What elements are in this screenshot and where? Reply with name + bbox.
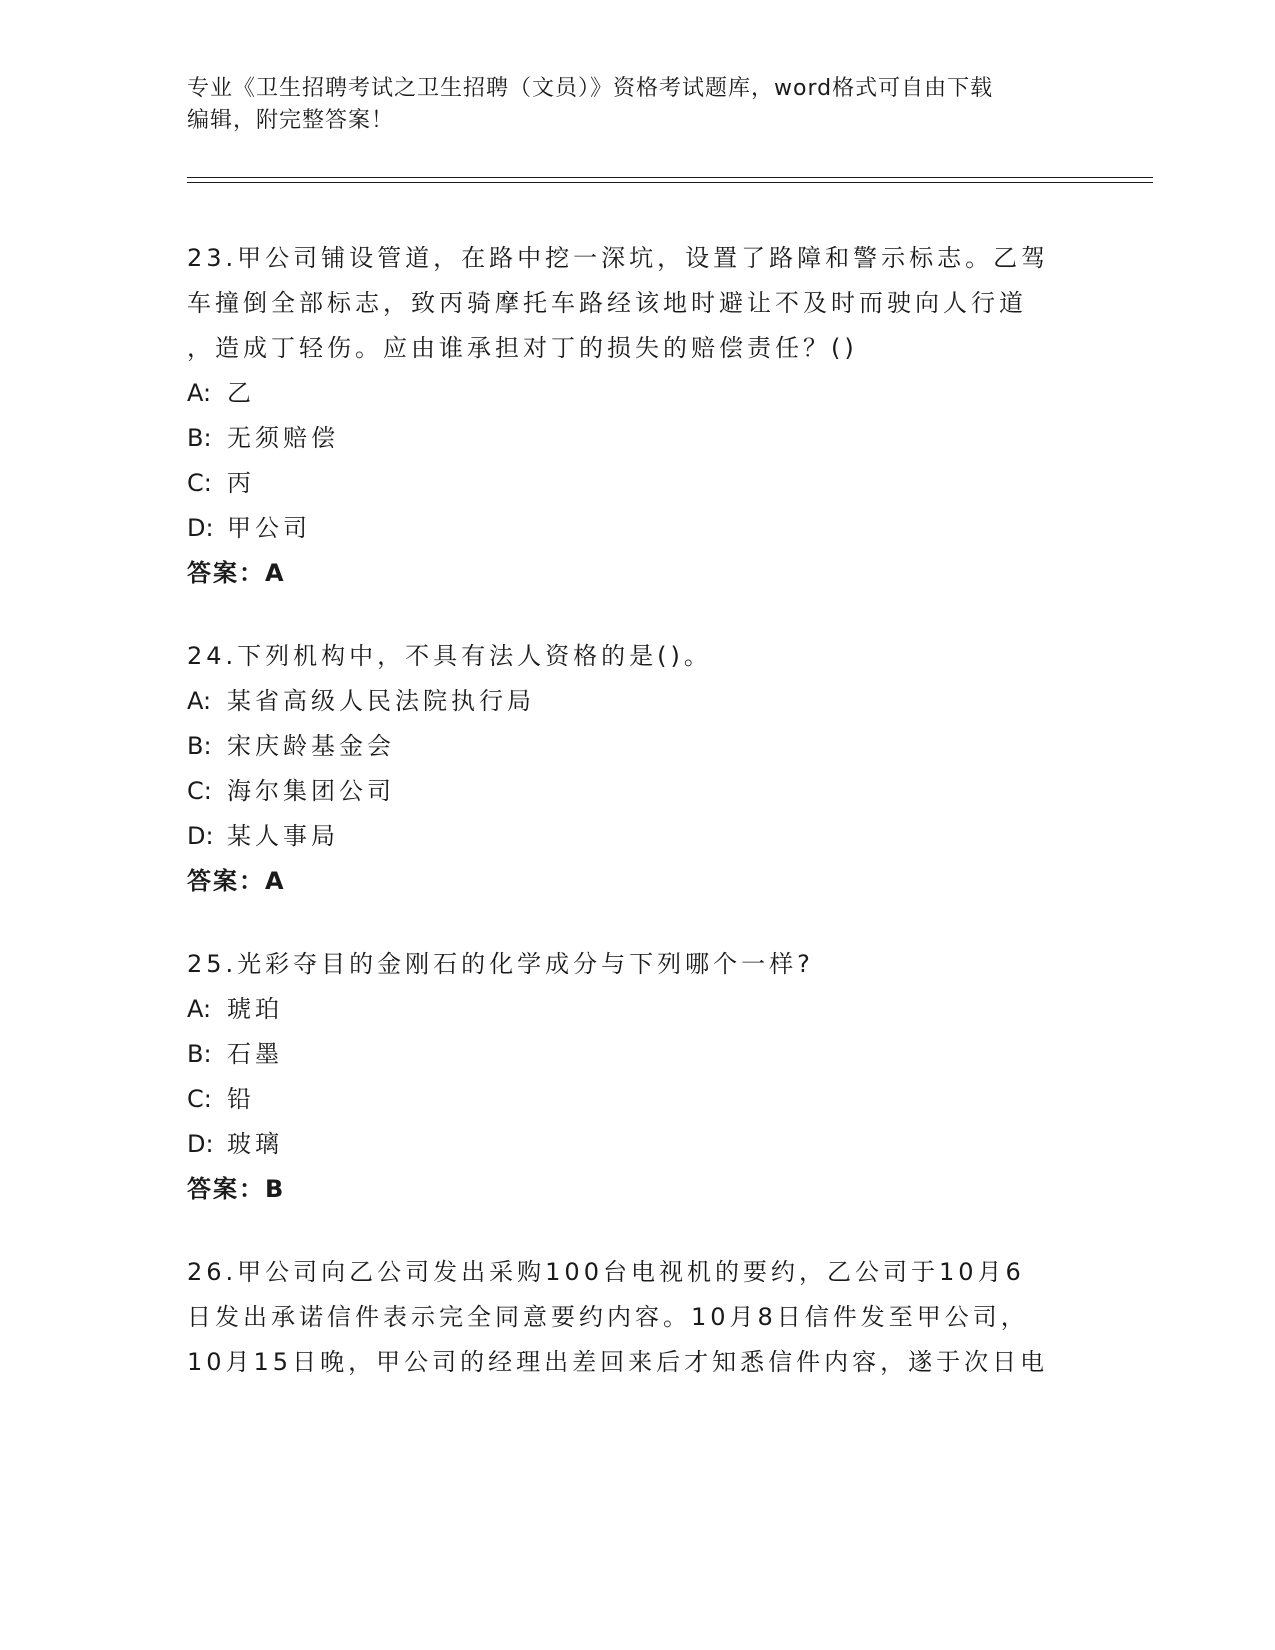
option-key: B: [187, 424, 212, 452]
question-text: 26.甲公司向乙公司发出采购100台电视机的要约，乙公司于10月6 [187, 1258, 1025, 1286]
option-text: 甲公司 [227, 514, 311, 542]
option-a [187, 371, 1087, 416]
option-key: C: [187, 1085, 212, 1113]
option-key: B: [187, 732, 212, 760]
option-text: 宋庆龄基金会 [227, 732, 395, 760]
option-c [187, 1077, 1087, 1122]
question-text: 25.光彩夺目的金刚石的化学成分与下列哪个一样? [187, 950, 814, 978]
option-c [187, 769, 1087, 814]
question-text: 10月15日晚，甲公司的经理出差回来后才知悉信件内容，遂于次日电 [187, 1348, 1049, 1376]
question-text: 23.甲公司铺设管道，在路中挖一深坑，设置了路障和警示标志。乙驾 [187, 244, 1050, 272]
question-23 [187, 236, 1087, 596]
option-text: 乙 [227, 379, 255, 407]
option-text: 琥珀 [227, 995, 283, 1023]
document-header [187, 73, 1087, 137]
question-26 [187, 1250, 1087, 1385]
option-key: D: [187, 822, 214, 850]
option-d [187, 814, 1087, 859]
option-a [187, 679, 1087, 724]
option-key: C: [187, 469, 212, 497]
option-text: 石墨 [227, 1040, 283, 1068]
option-text: 海尔集团公司 [227, 777, 395, 805]
option-text: 某省高级人民法院执行局 [227, 687, 535, 715]
question-text: ，造成丁轻伤。应由谁承担对丁的损失的赔偿责任？() [187, 334, 858, 362]
answer-line: 答案：A [187, 867, 286, 895]
question-list [187, 236, 1087, 1423]
option-key: D: [187, 514, 214, 542]
question-25 [187, 942, 1087, 1212]
header-line-1: 专业《卫生招聘考试之卫生招聘（文员）》资格考试题库，word格式可自由下载 [187, 76, 994, 101]
option-b [187, 1032, 1087, 1077]
option-key: A: [187, 687, 212, 715]
option-key: B: [187, 1040, 212, 1068]
option-key: D: [187, 1130, 214, 1158]
option-a [187, 987, 1087, 1032]
question-text: 车撞倒全部标志，致丙骑摩托车路经该地时避让不及时而驶向人行道 [187, 289, 1027, 317]
option-b [187, 724, 1087, 769]
option-text: 丙 [227, 469, 255, 497]
header-divider-top [187, 177, 1153, 178]
option-d [187, 506, 1087, 551]
option-text: 玻璃 [227, 1130, 283, 1158]
option-d [187, 1122, 1087, 1167]
question-24 [187, 634, 1087, 904]
question-text: 日发出承诺信件表示完全同意要约内容。10月8日信件发至甲公司， [187, 1303, 1029, 1331]
option-key: A: [187, 379, 212, 407]
question-text: 24.下列机构中，不具有法人资格的是()。 [187, 642, 712, 670]
answer-line: 答案：A [187, 559, 286, 587]
answer-line: 答案：B [187, 1175, 286, 1203]
option-c [187, 461, 1087, 506]
option-text: 某人事局 [227, 822, 339, 850]
option-b [187, 416, 1087, 461]
option-key: A: [187, 995, 212, 1023]
option-text: 无须赔偿 [227, 424, 339, 452]
header-line-2: 编辑，附完整答案！ [187, 108, 395, 133]
option-text: 铅 [227, 1085, 255, 1113]
option-key: C: [187, 777, 212, 805]
header-divider-bottom [187, 182, 1153, 183]
